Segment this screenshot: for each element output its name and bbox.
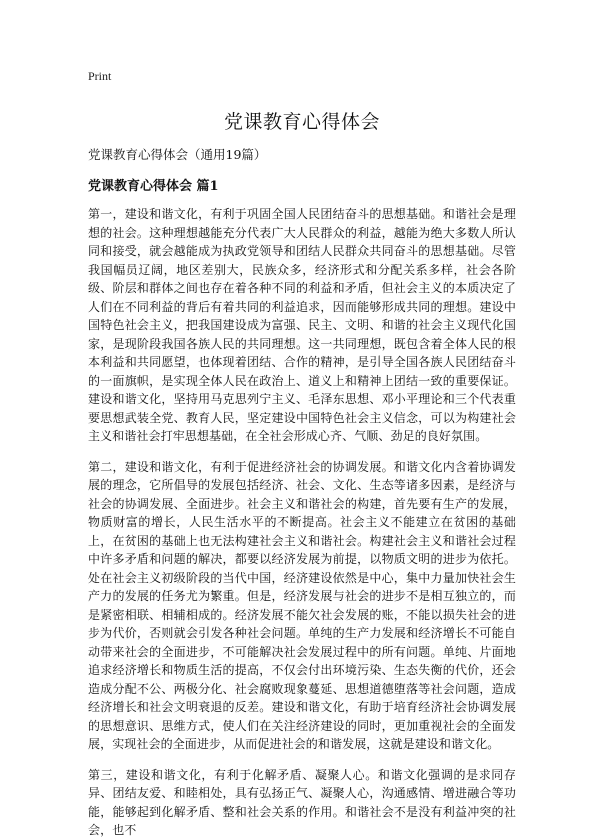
paragraph-2: 第二，建设和谐文化，有利于促进经济社会的协调发展。和谐文化内含着协调发展的理念，它所倡导的发展包括经济、社会、文化、生态等诸多因素，是经济与社会的协调发展、全面进步。社会主义和谐社会的构建，首先要有生产的发展，物质财富的增长，人民生活水平的不断提高。社会主义不能建立在贫困的基础上，在贫困的基础上也无法构建社会主义和谐社会。构建社会主义和谐社会过程中许多矛盾和问题的解决，都要以经济发展为前提，以物质文明的进步为依托。处在社会主义初级阶段的当代中国，经济建设依然是中心，集中力量加快社会生产力的发展的任务尤为繁重。但是，经济发展与社会的进步不是相互独立的，而是紧密相联、相辅相成的。经济发展不能欠社会发展的账，不能以损失社会的进步为代价，否则就会引发各种社会问题。单纯的生产力发展和经济增长不可能自动带来社会的全面进步，不可能解决社会发展过程中的所有问题。单纯、片面地追求经济增长和物质生活的提高，不仅会付出环境污染、生态失衡的代价，还会造成分配不公、两极分化、社会腐败现象蔓延、思想道德堕落等社会问题，造成经济增长和社会文明衰退的反差。建设和谐文化，有助于培育经济社会协调发展的思想意识、思维方式，使人们在关注经济建设的同时，更加重视社会的全面发展，实现社会的全面进步，从而促进社会的和谐发展，这就是建设和谐文化。 <box>88 459 516 751</box>
section-heading: 党课教育心得体会 篇1 <box>88 179 219 194</box>
paragraph-3: 第三，建设和谐文化，有利于化解矛盾、凝聚人心。和谐文化强调的是求同存异、团结友爱、和睦相处，具有弘扬正气、凝聚人心，沟通感情、增进融合等功能，能够起到化解矛盾、整和社会关系的作用。和谐社会不是没有利益冲突的社会，也不 <box>88 767 516 837</box>
document-page <box>88 68 516 840</box>
paragraph-1: 第一，建设和谐文化，有利于巩固全国人民团结奋斗的思想基础。和谐社会是理想的社会。这种理想越能充分代表广大人民群众的利益，越能为绝大多数人所认同和接受，就会越能成为执政党领导和团结人民群众共同奋斗的思想基础。尽管我国幅员辽阔，地区差别大，民族众多，经济形式和分配关系多样，社会各阶级、阶层和群体之间也存在着各种不同的利益和矛盾，但社会主义的本质决定了人们在不同利益的背后有着共同的利益追求，因而能够形成共同的理想。建设中国特色社会主义，把我国建设成为富强、民主、文明、和谐的社会主义现代化国家，是现阶段我国各族人民的共同理想。这一共同理想，既包含着全体人民的根本利益和共同愿望，也体现着团结、合作的精神，是引导全国各族人民团结奋斗的一面旗帜，是实现全体人民在政治上、道义上和精神上团结一致的重要保证。建设和谐文化，坚持用马克思列宁主义、毛泽东思想、邓小平理论和三个代表重要思想武装全党、教育人民，坚定建设中国特色社会主义信念，可以为构建社会主义和谐社会打牢思想基础，在全社会形成心齐、气顺、劲足的良好氛围。 <box>88 207 516 443</box>
document-subtitle: 党课教育心得体会（通用19篇） <box>88 147 267 162</box>
page-title: 党课教育心得体会 <box>223 111 380 133</box>
print-link[interactable]: Print <box>88 69 112 83</box>
